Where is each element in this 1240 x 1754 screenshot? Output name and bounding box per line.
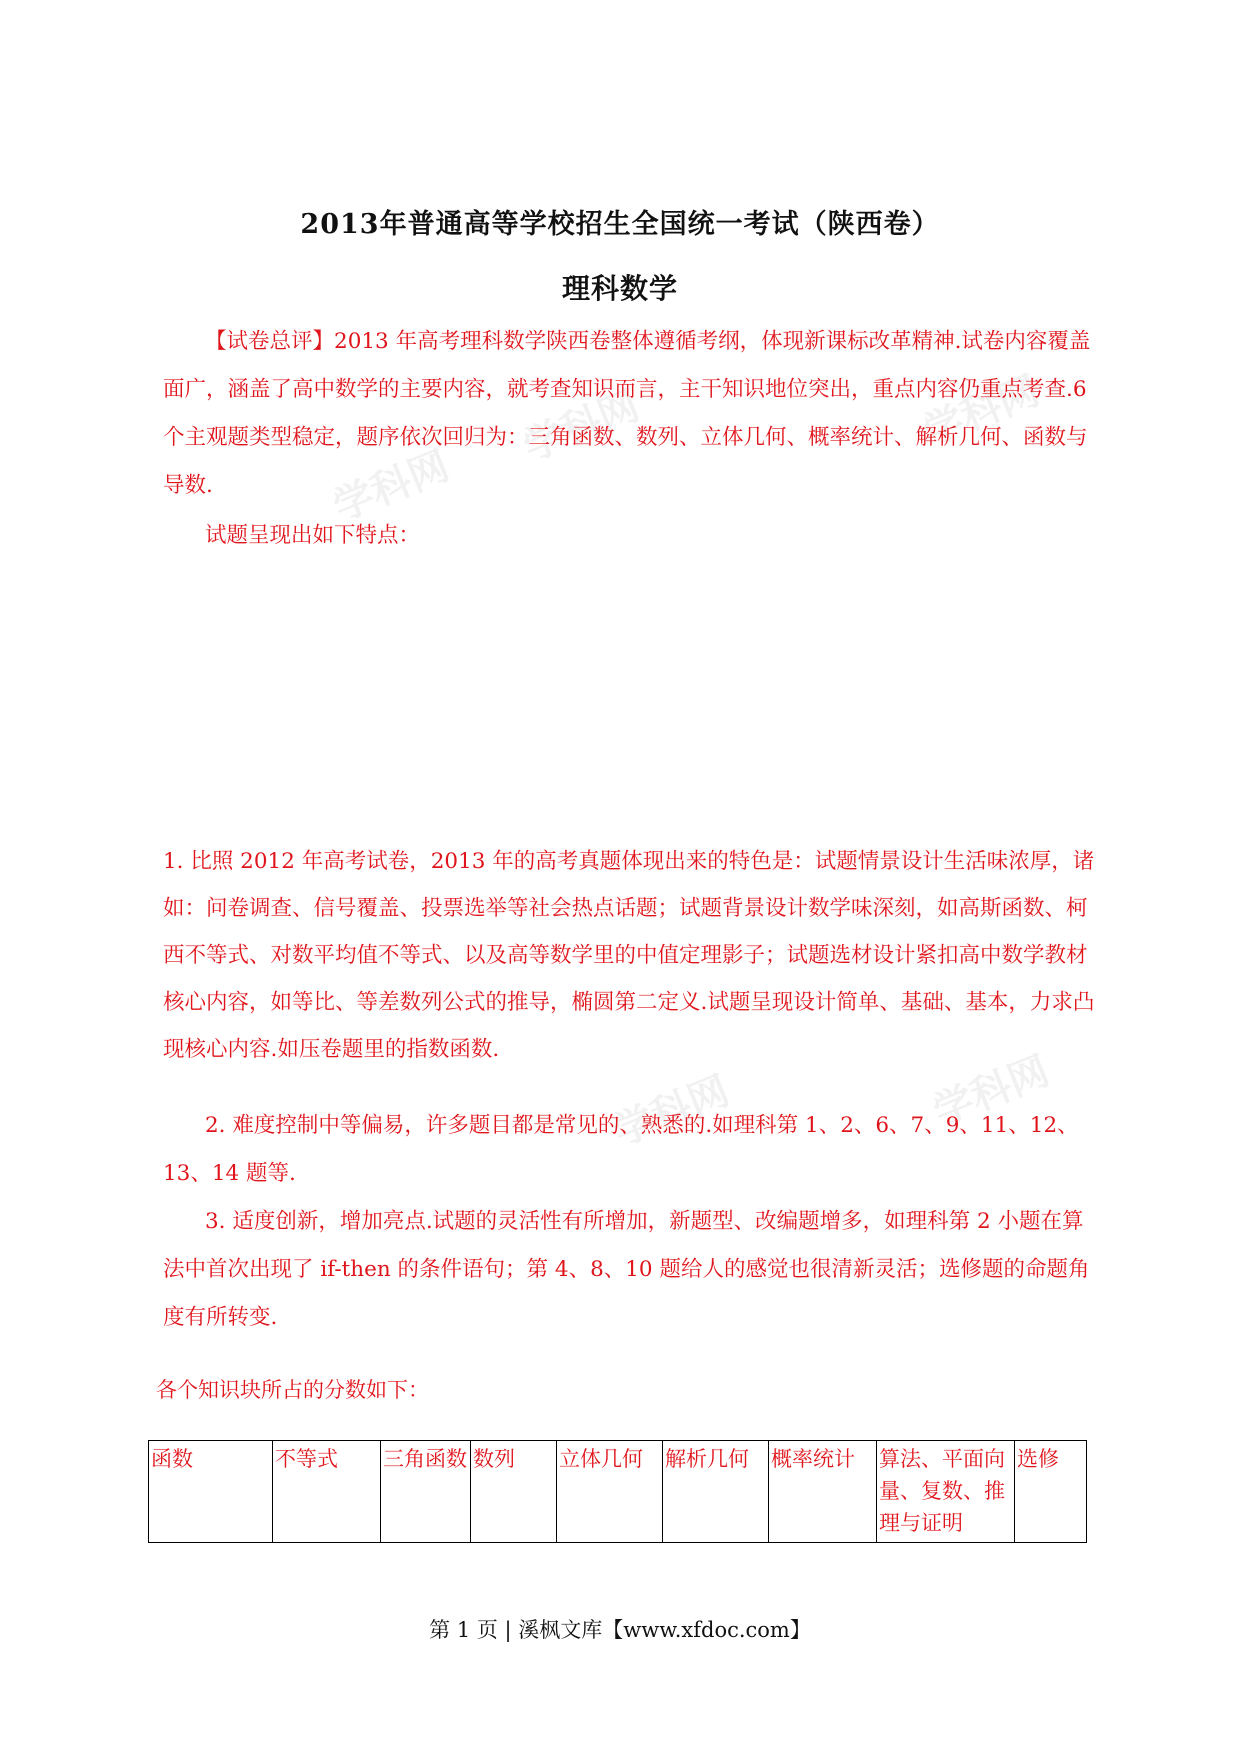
table-cell: 立体几何 xyxy=(557,1441,663,1543)
feature-item-2-text: 2. 难度控制中等偏易，许多题目都是常见的、熟悉的.如理科第 1、2、6、7、9、11、12、13、14 题等. xyxy=(163,1113,1079,1186)
document-subtitle: 理科数学 xyxy=(561,272,678,305)
table-cell: 三角函数 xyxy=(381,1441,471,1543)
features-heading: 试题呈现出如下特点： xyxy=(205,523,421,548)
feature-item-3 xyxy=(163,1198,1103,1342)
feature-item-1: 1. 比照 2012 年高考试卷，2013 年的高考真题体现出来的特色是：试题情景设计生活味浓厚，诸如：问卷调查、信号覆盖、投票选举等社会热点话题；试题背景设计数学味深刻，如高斯函数、柯西不等式、对数平均值不等式、以及高等数学里的中值定理影子；试题选材设计紧扣高中数学教材核心内容，如等比、等差数列公式的推导，椭圆第二定义.试题呈现设计简单、基础、基本，力求凸现核心内容.如压卷题里的指数函数. xyxy=(163,849,1095,1062)
table-cell: 不等式 xyxy=(273,1441,381,1543)
table-row xyxy=(149,1441,1087,1543)
watermark: 学科网 xyxy=(517,382,646,471)
document-title: 2013年普通高等学校招生全国统一考试（陕西卷） xyxy=(300,209,940,240)
page-footer: 第 1 页 | 溪枫文库【www.xfdoc.com】 xyxy=(429,1618,811,1642)
feature-item-2 xyxy=(163,1102,1103,1198)
table-cell: 选修 xyxy=(1015,1441,1087,1543)
feature-item-3-text: 3. 适度创新，增加亮点.试题的灵活性有所增加，新题型、改编题增多，如理科第 2 小题在算法中首次出现了 if-then 的条件语句；第 4、8、10 题给人的感觉也很清新灵活；选修题的命题角度有所转变. xyxy=(163,1209,1090,1330)
table-cell: 数列 xyxy=(471,1441,557,1543)
summary-label: 【试卷总评】 xyxy=(205,329,335,354)
knowledge-heading: 各个知识块所占的分数如下： xyxy=(156,1378,429,1402)
table-cell: 解析几何 xyxy=(663,1441,769,1543)
summary-text: 2013 年高考理科数学陕西卷整体遵循考纲，体现新课标改革精神.试卷内容覆盖面广，涵盖了高中数学的主要内容，就考查知识而言，主干知识地位突出，重点内容仍重点考查.6 个主观题类型稳定，题序依次回归为：三角函数、数列、立体几何、概率统计、解析几何、函数与导数. xyxy=(163,329,1091,498)
watermark: 学科网 xyxy=(927,1047,1056,1136)
summary-paragraph xyxy=(163,318,1103,510)
table-cell: 算法、平面向量、复数、推理与证明 xyxy=(877,1441,1015,1543)
watermark: 学科网 xyxy=(917,367,1046,456)
watermark: 学科网 xyxy=(327,442,456,531)
watermark: 学科网 xyxy=(607,1067,736,1156)
knowledge-table xyxy=(148,1440,1087,1543)
table-cell: 概率统计 xyxy=(769,1441,877,1543)
table-cell: 函数 xyxy=(149,1441,273,1543)
